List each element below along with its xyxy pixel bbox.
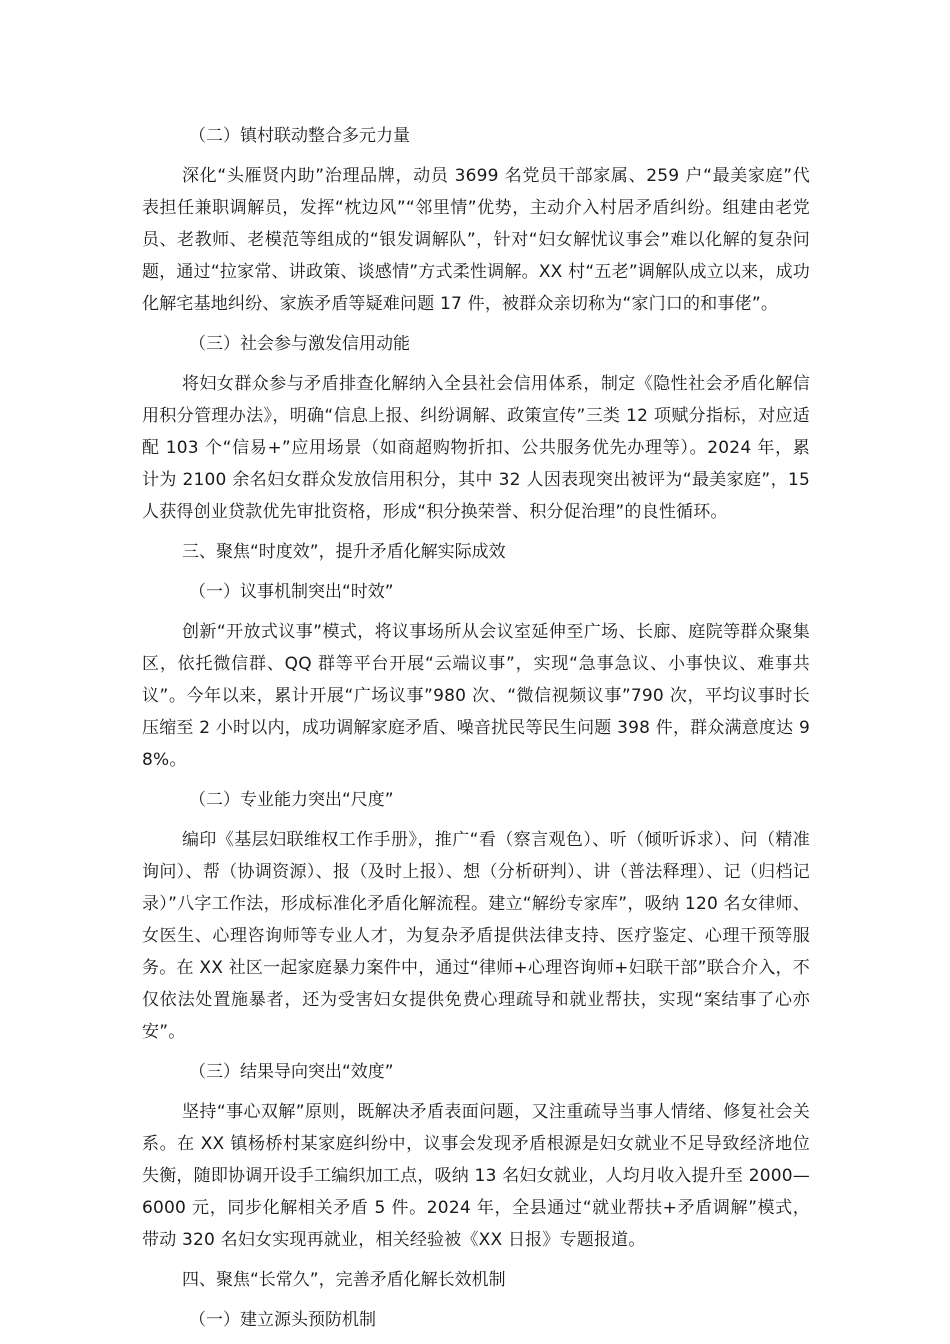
paragraph-social-credit: 将妇女群众参与矛盾排查化解纳入全县社会信用体系，制定《隐性社会矛盾化解信用积分管理办法》，明确“信息上报、纠纷调解、政策宣传”三类 12 项赋分指标，对应适配 103 个“信易+”应用场景（如商超购物折扣、公共服务优先办理等）。2024 年，累计为 2100 余名妇女群众发放信用积分，其中 32 人因表现突出被评为“最美家庭”，15 人获得创业贷款优先审批资格，形成“积分换荣誉、积分促治理”的良性循环。: [142, 374, 810, 522]
section-heading-social-credit: （三）社会参与激发信用动能: [189, 334, 410, 354]
paragraph-results: 坚持“事心双解”原则，既解决矛盾表面问题，又注重疏导当事人情绪、修复社会关系。在 XX 镇杨桥村某家庭纠纷中，议事会发现矛盾根源是妇女就业不足导致经济地位失衡，随即协调开设手工编织加工点，吸纳 13 名妇女就业，人均月收入提升至 2000—6000 元，同步化解相关矛盾 5 件。2024 年，全县通过“就业帮扶+矛盾调解”模式，带动 320 名妇女实现再就业，相关经验被《XX 日报》专题报道。: [142, 1102, 810, 1250]
paragraph-timeliness: 创新“开放式议事”模式，将议事场所从会议室延伸至广场、长廊、庭院等群众聚集区，依托微信群、QQ 群等平台开展“云端议事”，实现“急事急议、小事快议、难事共议”。今年以来，累计开展“广场议事”980 次、“微信视频议事”790 次，平均议事时长压缩至 2 小时以内，成功调解家庭矛盾、噪音扰民等民生问题 398 件，群众满意度达 98%。: [142, 622, 810, 770]
chapter-heading-three: 三、聚焦“时度效”，提升矛盾化解实际成效: [182, 542, 506, 562]
section-heading-timeliness: （一）议事机制突出“时效”: [189, 582, 394, 602]
section-heading-professional: （二）专业能力突出“尺度”: [189, 790, 394, 810]
section-heading-town-village: （二）镇村联动整合多元力量: [189, 126, 410, 146]
document-body: [142, 120, 810, 1344]
section-heading-prevention: （一）建立源头预防机制: [189, 1310, 376, 1330]
section-heading-results: （三）结果导向突出“效度”: [189, 1062, 394, 1082]
chapter-heading-four: 四、聚焦“长常久”，完善矛盾化解长效机制: [182, 1270, 506, 1290]
paragraph-town-village: 深化“头雁贤内助”治理品牌，动员 3699 名党员干部家属、259 户“最美家庭”代表担任兼职调解员，发挥“枕边风”“邻里情”优势，主动介入村居矛盾纠纷。组建由老党员、老教师、老模范等组成的“银发调解队”，针对“妇女解忧议事会”难以化解的复杂问题，通过“拉家常、讲政策、谈感情”方式柔性调解。XX 村“五老”调解队成立以来，成功化解宅基地纠纷、家族矛盾等疑难问题 17 件，被群众亲切称为“家门口的和事佬”。: [142, 166, 810, 314]
paragraph-professional: 编印《基层妇联维权工作手册》，推广“看（察言观色）、听（倾听诉求）、问（精准询问）、帮（协调资源）、报（及时上报）、想（分析研判）、讲（普法释理）、记（归档记录）”八字工作法，形成标准化矛盾化解流程。建立“解纷专家库”，吸纳 120 名女律师、女医生、心理咨询师等专业人才，为复杂矛盾提供法律支持、医疗鉴定、心理干预等服务。在 XX 社区一起家庭暴力案件中，通过“律师+心理咨询师+妇联干部”联合介入，不仅依法处置施暴者，还为受害妇女提供免费心理疏导和就业帮扶，实现“案结事了心亦安”。: [142, 830, 810, 1042]
